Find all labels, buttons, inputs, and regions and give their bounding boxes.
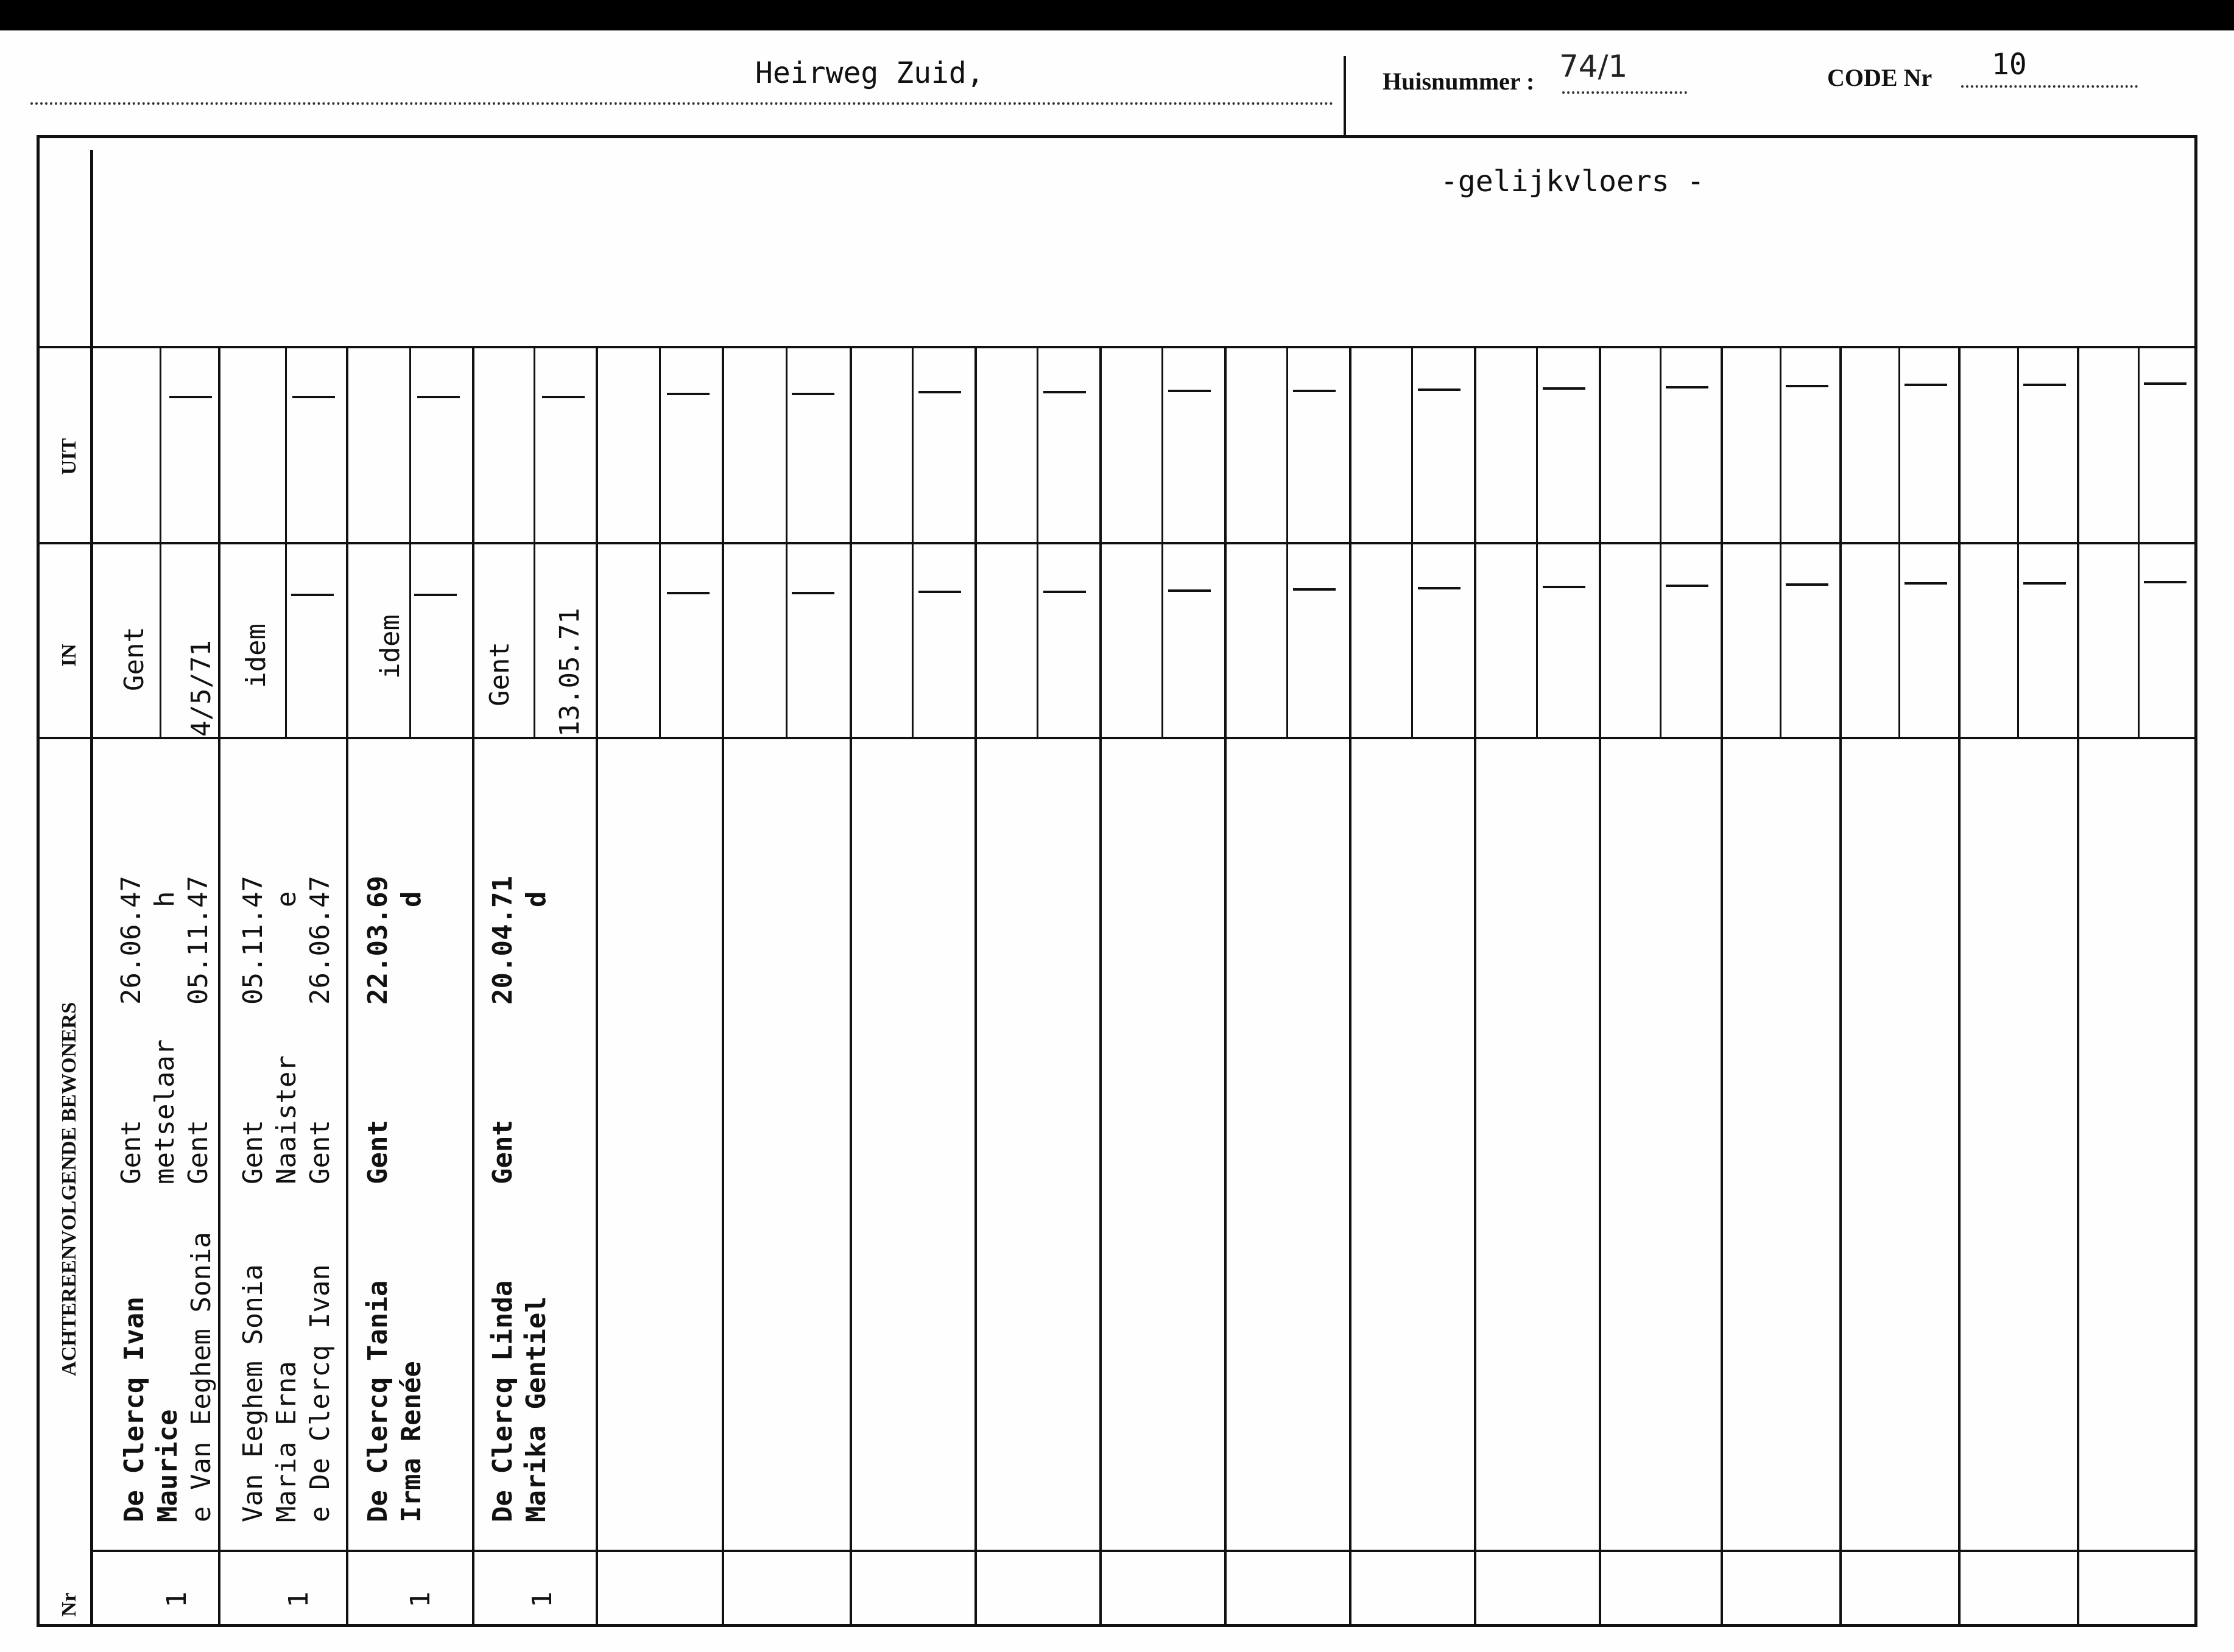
- in-dash: [1168, 589, 1211, 592]
- inner-column-line: [409, 346, 411, 738]
- inner-column-line: [786, 346, 788, 738]
- inner-column-line: [1780, 346, 1781, 738]
- uit-dash: [1418, 388, 1461, 391]
- resident-4-in-date: 13.05.71: [554, 608, 585, 737]
- code-dotted-line: [1961, 85, 2138, 88]
- in-dash: [2023, 582, 2066, 585]
- uit-dash: [542, 396, 585, 398]
- header-divider: [1344, 56, 1346, 138]
- uit-dash: [667, 393, 710, 395]
- column-separator: [472, 346, 474, 1627]
- inner-column-line: [1411, 346, 1413, 738]
- resident-2-in-place: idem: [241, 624, 272, 688]
- uit-in-divider: [37, 542, 2197, 544]
- column-separator: [722, 346, 724, 1627]
- resident-1-place-line-2: metselaar: [149, 1039, 180, 1184]
- uit-dash: [417, 396, 460, 398]
- inner-column-line: [2138, 346, 2140, 738]
- street-name: Heirweg Zuid,: [755, 56, 984, 90]
- in-dash: [1043, 591, 1086, 593]
- huisnummer-label: Huisnummer :: [1383, 68, 1535, 95]
- inner-column-line: [1660, 346, 1661, 738]
- resident-2-name-line-1: Van Eeghem Sonia: [238, 1264, 269, 1522]
- inner-column-line: [1161, 346, 1163, 738]
- in-dash: [2144, 581, 2186, 583]
- resident-1-in-place: Gent: [119, 627, 150, 691]
- uit-dash: [1666, 386, 1708, 388]
- column-separator: [1958, 346, 1961, 1627]
- uit-dash: [1905, 384, 1947, 386]
- in-dash: [291, 594, 334, 596]
- resident-3-nr: 1: [405, 1591, 436, 1608]
- in-dash: [1905, 582, 1947, 585]
- uit-dash: [792, 393, 834, 395]
- code-value: 10: [1992, 47, 2027, 82]
- in-dash: [918, 591, 961, 593]
- register-table: [37, 135, 2197, 1627]
- in-dash: [414, 594, 457, 596]
- resident-4-place-line-1: Gent: [487, 1120, 518, 1184]
- inner-column-line: [912, 346, 914, 738]
- resident-4-nr: 1: [527, 1591, 558, 1608]
- uit-dash: [1543, 387, 1585, 390]
- resident-1-name-line-1: De Clercq Ivan: [119, 1296, 150, 1522]
- uit-dash: [1293, 390, 1336, 392]
- resident-3-place-line-1: Gent: [362, 1120, 393, 1184]
- column-separator: [1599, 346, 1601, 1627]
- column-separator: [2077, 346, 2079, 1627]
- column-separator: [1839, 346, 1842, 1627]
- resident-1-nr: 1: [161, 1591, 192, 1608]
- inner-column-line: [2017, 346, 2019, 738]
- column-separator: [1349, 346, 1351, 1627]
- uit-dash: [1786, 385, 1828, 387]
- resident-3-in-place: idem: [375, 614, 406, 679]
- resident-1-place-line-1: Gent: [116, 1120, 147, 1184]
- row-label-uit: UIT: [58, 438, 80, 475]
- resident-2-name-line-3: e De Clercq Ivan: [305, 1264, 336, 1522]
- resident-3-date-line-2: d: [396, 891, 427, 907]
- resident-1-date-line-3: 05.11.47: [183, 876, 214, 1005]
- resident-1-place-line-3: Gent: [183, 1120, 214, 1184]
- resident-2-place-line-2: Naaister: [271, 1055, 302, 1184]
- column-separator: [1224, 346, 1227, 1627]
- resident-2-date-line-2: e: [271, 891, 302, 907]
- resident-4-in-place: Gent: [484, 642, 515, 706]
- inner-column-line: [160, 346, 161, 738]
- uit-dash: [1043, 391, 1086, 393]
- resident-1-date-line-1: 26.06.47: [116, 876, 147, 1005]
- floor-label: -gelijkvloers -: [1440, 164, 1705, 199]
- uit-top-line: [37, 346, 2197, 348]
- in-dash: [1293, 588, 1336, 591]
- inner-column-line: [1898, 346, 1900, 738]
- resident-4-date-line-1: 20.04.71: [487, 876, 518, 1005]
- column-separator: [974, 346, 977, 1627]
- uit-dash: [1168, 390, 1211, 392]
- resident-2-date-line-3: 26.06.47: [305, 876, 336, 1005]
- resident-1-in-date: 4/5/71: [186, 640, 217, 737]
- column-separator: [596, 346, 598, 1627]
- resident-4-name-line-1: De Clercq Linda: [487, 1280, 518, 1522]
- row-label-nr: Nr: [58, 1592, 80, 1617]
- resident-3-name-line-2: Irma Renée: [396, 1361, 427, 1522]
- row-label-bewoners: ACHTEREENVOLGENDE BEWONERS: [58, 1002, 80, 1376]
- resident-3-date-line-1: 22.03.69: [362, 876, 393, 1005]
- column-separator: [218, 346, 220, 1627]
- inner-column-line: [1037, 346, 1038, 738]
- label-column-divider: [90, 150, 93, 1627]
- in-dash: [1786, 583, 1828, 586]
- row-label-in: IN: [58, 644, 80, 667]
- uit-dash: [2023, 384, 2066, 386]
- resident-2-date-line-1: 05.11.47: [238, 876, 269, 1005]
- uit-dash: [2144, 382, 2186, 385]
- inner-column-line: [659, 346, 661, 738]
- resident-1-name-line-2: Maurice: [152, 1409, 183, 1522]
- in-dash: [792, 592, 834, 594]
- uit-dash: [918, 391, 961, 393]
- column-separator: [346, 346, 348, 1627]
- column-separator: [850, 346, 852, 1627]
- code-label: CODE Nr: [1827, 64, 1933, 91]
- resident-1-name-line-3: e Van Eeghem Sonia: [186, 1232, 217, 1522]
- resident-4-date-line-2: d: [521, 891, 552, 907]
- scan-top-border: [0, 0, 2234, 30]
- huisnummer-value: 74/1: [1559, 49, 1628, 84]
- resident-3-name-line-1: De Clercq Tania: [362, 1280, 393, 1522]
- inner-column-line: [285, 346, 287, 738]
- uit-dash: [169, 396, 212, 398]
- in-dash: [667, 592, 710, 594]
- resident-2-name-line-2: Maria Erna: [271, 1361, 302, 1522]
- column-separator: [1099, 346, 1102, 1627]
- resident-4-name-line-2: Marika Gentiel: [521, 1296, 552, 1522]
- resident-2-nr: 1: [283, 1591, 314, 1608]
- resident-2-place-line-1: Gent: [238, 1120, 269, 1184]
- in-bewoners-divider: [37, 737, 2197, 739]
- inner-column-line: [1286, 346, 1288, 738]
- column-separator: [1474, 346, 1476, 1627]
- in-dash: [1666, 585, 1708, 587]
- column-separator: [1721, 346, 1723, 1627]
- resident-1-date-line-2: h: [149, 891, 180, 907]
- huisnummer-dotted-line: [1562, 91, 1687, 94]
- bewoners-nr-divider: [91, 1550, 2197, 1552]
- in-dash: [1543, 586, 1585, 588]
- inner-column-line: [1536, 346, 1538, 738]
- uit-dash: [292, 396, 335, 398]
- resident-2-place-line-3: Gent: [305, 1120, 336, 1184]
- in-dash: [1418, 587, 1461, 589]
- inner-column-line: [534, 346, 535, 738]
- street-dotted-line: [30, 102, 1334, 105]
